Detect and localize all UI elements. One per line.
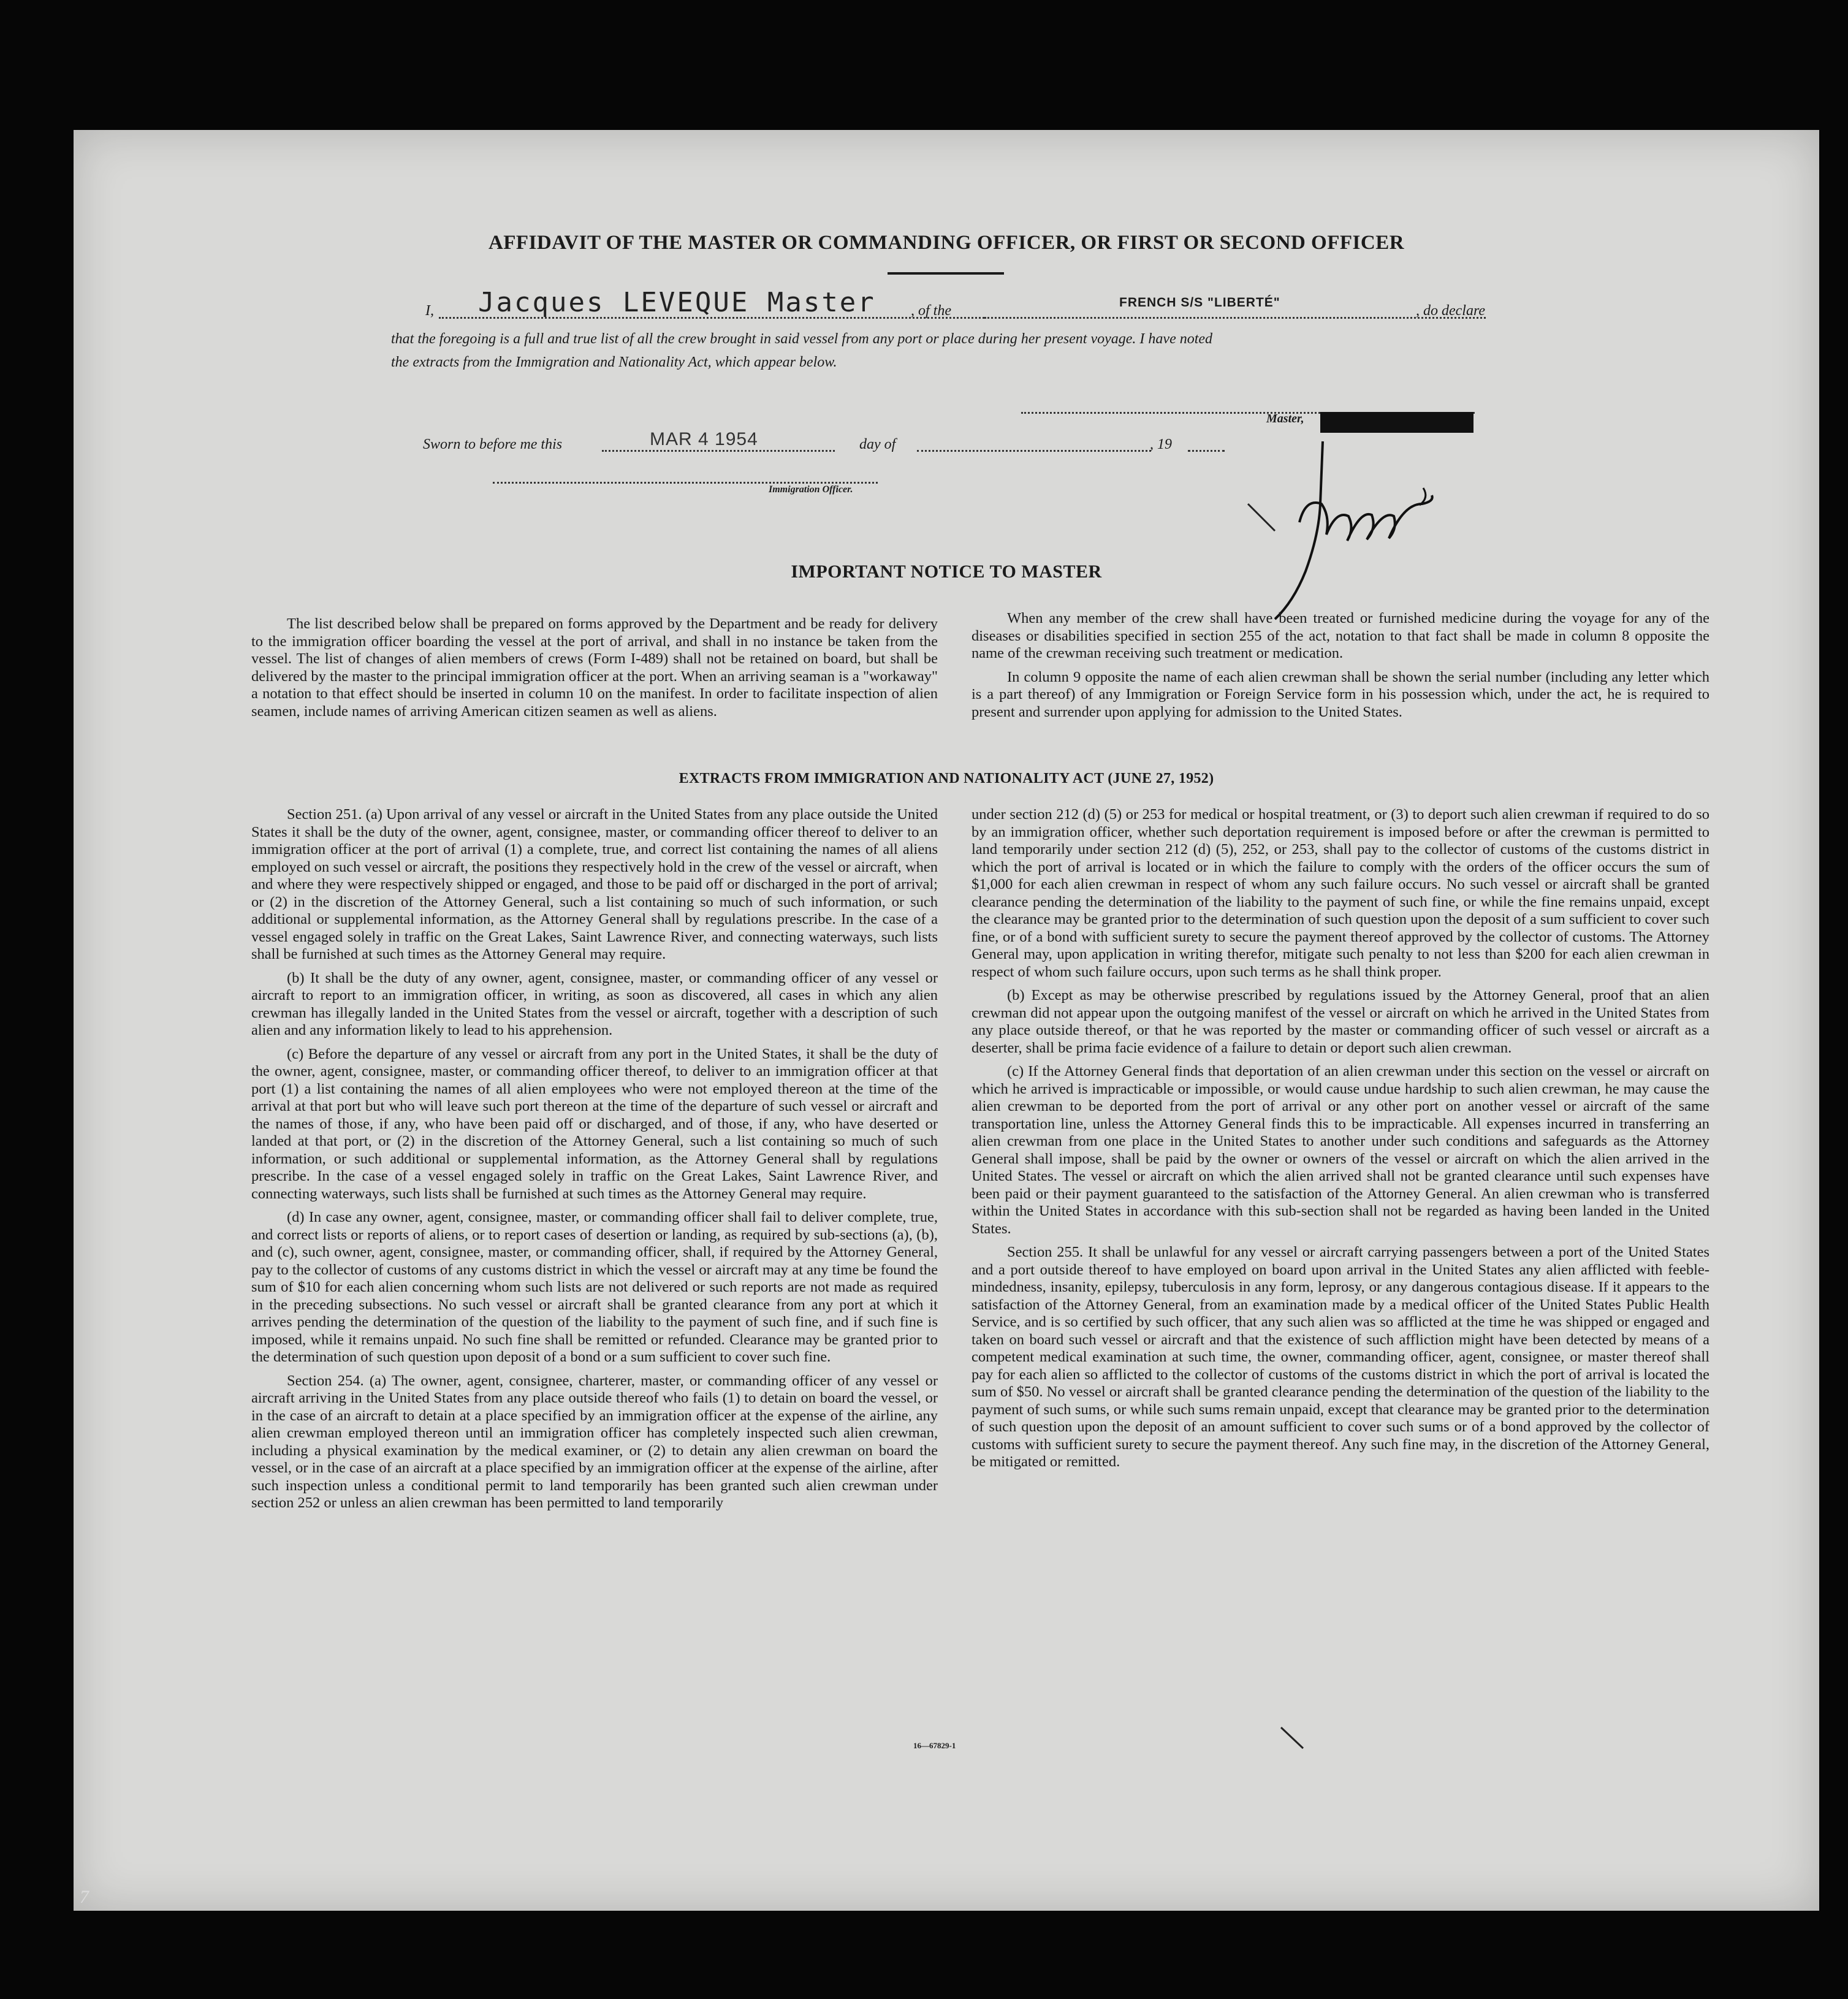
margin-mark: 7 <box>80 1887 89 1907</box>
section-251-c: (c) Before the departure of any vessel or aircraft from any port in the United States, it shall be the duty of the owner, agent, consignee, master, or commanding officer thereof, to deliver to an immigration officer at that port (1) a list containing the names of all alien employees who were not employed thereon at the time of the arrival at that port but who will leave such port thereon at the time of the departure of such vessel or aircraft and the names of those, if any, who have been paid off or discharged, and of those, if any, who have deserted or landed at that port, or (2) in the discretion of the Attorney General, such a list containing so much of such information, or such additional or supplemental information, as the Attorney General shall by regulations prescribe. In the case of a vessel engaged solely in traffic on the Great Lakes, Saint Lawrence River, and connecting waterways, such lists shall be furnished at such times as the Attorney General may require. <box>251 1045 938 1202</box>
declaration-line-2: that the foregoing is a full and true list of all the crew brought in said vessel from any port or place during her present voyage. I have noted <box>391 331 1213 347</box>
title-underline <box>888 272 1004 275</box>
notice-right-column <box>972 610 1709 721</box>
of-the-label: , of the <box>911 303 951 319</box>
notice-left-paragraph: The list described below shall be prepared on forms approved by the Department and be ready for delivery to the immigration officer boarding the vessel at the port of arrival, and shall in no instance be taken from the vessel. The list of changes of alien members of crews (Form I-489) shall not be retained on board, but shall be delivered by the master to the principal immigration officer at the port. When an arriving seaman is a "workaway" a notation to that effect should be inserted in column 10 on the manifest. In order to facilitate inspection of alien seamen, include names of arriving American citizen seamen as well as aliens. <box>251 615 938 720</box>
master-label: Master, <box>1266 412 1304 425</box>
month-line <box>917 450 1151 452</box>
section-254-c: (c) If the Attorney General finds that deportation of an alien crewman under this section on the vessel or aircraft on which he arrived is impracticable or impossible, or would cause undue hardship to such alien crewman, he may cause the alien crewman to be deported from the port of arrival or any other port on another vessel or aircraft of the same transportation line, unless the Attorney General finds this to be impracticable. All expenses incurred in transferring an alien crewman from one place in the United States to another under such conditions and safeguards as the Attorney General shall impose, shall be paid by the owner or owners of the vessel or aircraft on which the alien arrived in the United States. The vessel or aircraft on which the alien arrived shall not be granted clearance until such expenses have been paid or their payment guaranteed to the satisfaction of the Attorney General. An alien crewman who is transferred within the United States in accordance with this sub-section shall not be regarded as having been landed in the United States. <box>972 1063 1709 1237</box>
vessel-line <box>984 317 1486 319</box>
vessel-stamp: FRENCH S/S "LIBERTÉ" <box>1119 295 1280 310</box>
sworn-date-line <box>602 450 835 452</box>
pen-mark <box>1245 500 1282 537</box>
extracts-left-column <box>251 806 938 1518</box>
handwritten-signature <box>1263 436 1459 633</box>
officer-signature-line <box>493 482 878 484</box>
master-name-typed: Jacques LEVEQUE Master <box>478 287 876 318</box>
section-254-a: Section 254. (a) The owner, agent, consignee, charterer, master, or commanding officer of any vessel or aircraft arriving in the United States from any place outside thereof who fails (1) to detain on board the vessel, or in the case of an aircraft to detain at a place specified by an immigration officer at the expense of the airline, any alien crewman employed thereon until an immigration officer has completely inspected such alien crewman, including a physical examination by the medical examiner, or (2) to detain any alien crewman on board the vessel, or in the case of an aircraft at a place specified by an immigration officer at the expense of the airline, after such inspection unless a conditional permit to land temporarily has been granted such alien crewman under section 252 or unless an alien crewman has been permitted to land temporarily <box>251 1372 938 1511</box>
redaction-bar <box>1320 412 1473 433</box>
extracts-right-column <box>972 806 1709 1477</box>
declaration-line-3: the extracts from the Immigration and Nationality Act, which appear below. <box>391 354 837 370</box>
section-255: Section 255. It shall be unlawful for any vessel or aircraft carrying passengers between a port of the United States and a port outside thereof to have employed on board upon arrival in the United States any alien afflicted with feeble-mindedness, insanity, epilepsy, tuberculosis in any form, leprosy, or any dangerous contagious disease. If it appears to the satisfaction of the Attorney General, from an examination made by a medical officer of the United States Public Health Service, and is so certified by such officer, that any such alien was so afflicted at the time he was shipped or engaged and taken on board such vessel or aircraft and that the existence of such affliction might have been detected by means of a competent medical examination at such time, the owner, commanding officer, agent, consignee, or master thereof shall pay for each alien so afflicted to the collector of customs of the customs district in which the port of arrival is located the sum of $50. No vessel or aircraft shall be granted clearance pending the determination of the question of the liability to the payment of such sums, or while such sums remain unpaid, except that clearance may be granted prior to the determination of such question upon the deposit of an amount sufficient to cover such sums or of a bond approved by the collector of customs with sufficient surety to secure the payment thereof. Any such fine may, in the discretion of the Attorney General, be mitigated or remitted. <box>972 1244 1709 1470</box>
notice-title: IMPORTANT NOTICE TO MASTER <box>791 562 1102 582</box>
notice-left-column <box>251 615 938 726</box>
day-of-label: day of <box>859 436 896 452</box>
sworn-label: Sworn to before me this <box>423 436 563 452</box>
form-page <box>74 130 1819 1911</box>
notice-right-paragraph-1: When any member of the crew shall have been treated or furnished medicine during the voyage for any of the diseases or disabilities specified in section 255 of the act, notation to that fact shall be made in column 8 opposite the name of the crewman receiving such treatment or medication. <box>972 610 1709 661</box>
affidavit-title: AFFIDAVIT OF THE MASTER OR COMMANDING OFFICER, OR FIRST OR SECOND OFFICER <box>488 232 1405 254</box>
year-line <box>1188 450 1225 452</box>
section-254-b: (b) Except as may be otherwise prescribed by regulations issued by the Attorney General, proof that an alien crewman did not appear upon the outgoing manifest of the vessel or aircraft on which he arrived in the United States from any place outside thereof, or that he was reported by the master or commanding officer of such vessel or aircraft as a deserter, shall be prima facie evidence of a failure to detain or deport such alien crewman. <box>972 987 1709 1056</box>
sworn-date-stamp: MAR 4 1954 <box>650 429 758 449</box>
notice-right-paragraph-2: In column 9 opposite the name of each alien crewman shall be shown the serial number (including any letter which is a part thereof) of any Immigration or Foreign Service form in his possession which, under the act, he is required to present and surrender upon applying for admission to the United States. <box>972 668 1709 720</box>
section-251-d: (d) In case any owner, agent, consignee, master, or commanding officer shall fail to deliver complete, true, and correct lists or reports of aliens, or to report cases of desertion or landing, as required by sub-sections (a), (b), and (c), such owner, agent, consignee, master, or commanding officer, shall, if required by the Attorney General, pay to the collector of customs of any customs district in which the vessel or aircraft may at any time be found the sum of $10 for each alien concerning whom such lists are not delivered or such reports are not made as required in the preceding subsections. No such vessel or aircraft shall be granted clearance from any port at which it arrives pending the determination of the question of the liability to the payment of such fine, and if such fine is imposed, while it remains unpaid. No such fine shall be remitted or refunded. Clearance may be granted prior to the determination of such question upon deposit of a bond or a sum sufficient to cover such fine. <box>251 1209 938 1365</box>
line1-prefix: I, <box>425 303 434 319</box>
year-prefix: , 19 <box>1150 436 1172 452</box>
section-254-a-continued: under section 212 (d) (5) or 253 for medical or hospital treatment, or (3) to deport such alien crewman if required to do so by an immigration officer, whether such deportation requirement is imposed before or after the crewman is permitted to land temporarily under section 212 (d) (5), 252, or 253, shall pay to the collector of customs of the customs district in which the port of arrival is located or in which the failure to comply with the orders of the officer occurs the sum of $1,000 for each alien crewman in respect of whom any such failure occurs. No such vessel or aircraft shall be granted clearance pending the determination of the liability to the payment of such fine, or while the fine remains unpaid, except the clearance may be granted prior to the determination of such question upon the deposit of a sum sufficient to cover such fine, or of a bond with sufficient surety to secure the payment thereof approved by the collector of customs. The Attorney General may, upon application in writing therefor, mitigate such penalty to not less than $200 for each alien crewman in respect of whom such failure occurs, upon such terms as he shall think proper. <box>972 806 1709 980</box>
officer-label: Immigration Officer. <box>769 484 853 495</box>
extracts-title: EXTRACTS FROM IMMIGRATION AND NATIONALITY ACT (JUNE 27, 1952) <box>679 771 1214 786</box>
form-number: 16—67829-1 <box>913 1741 956 1750</box>
do-declare-label: , do declare <box>1416 303 1486 319</box>
section-251-b: (b) It shall be the duty of any owner, agent, consignee, master, or commanding officer of any vessel or aircraft to report to an immigration officer, in writing, as soon as discovered, all cases in which any alien crewman has illegally landed in the United States from the vessel or aircraft, together with a description of such alien and any information likely to lead to his apprehension. <box>251 969 938 1038</box>
pen-mark <box>1279 1724 1309 1754</box>
section-251-a: Section 251. (a) Upon arrival of any vessel or aircraft in the United States from any place outside the United States it shall be the duty of the owner, agent, consignee, master, or commanding officer thereof to deliver to an immigration officer at the port of arrival (1) a complete, true, and correct list containing the names of all aliens employed on such vessel or aircraft, the positions they respectively hold in the crew of the vessel or aircraft, when and where they were respectively shipped or engaged, and those to be paid off or discharged in the port of arrival; or (2) in the discretion of the Attorney General, such a list containing so much of such information, or such additional or supplemental information, as the Attorney General shall by regulations prescribe. In the case of a vessel engaged solely in traffic on the Great Lakes, Saint Lawrence River, and connecting waterways, such lists shall be furnished at such times as the Attorney General may require. <box>251 806 938 962</box>
